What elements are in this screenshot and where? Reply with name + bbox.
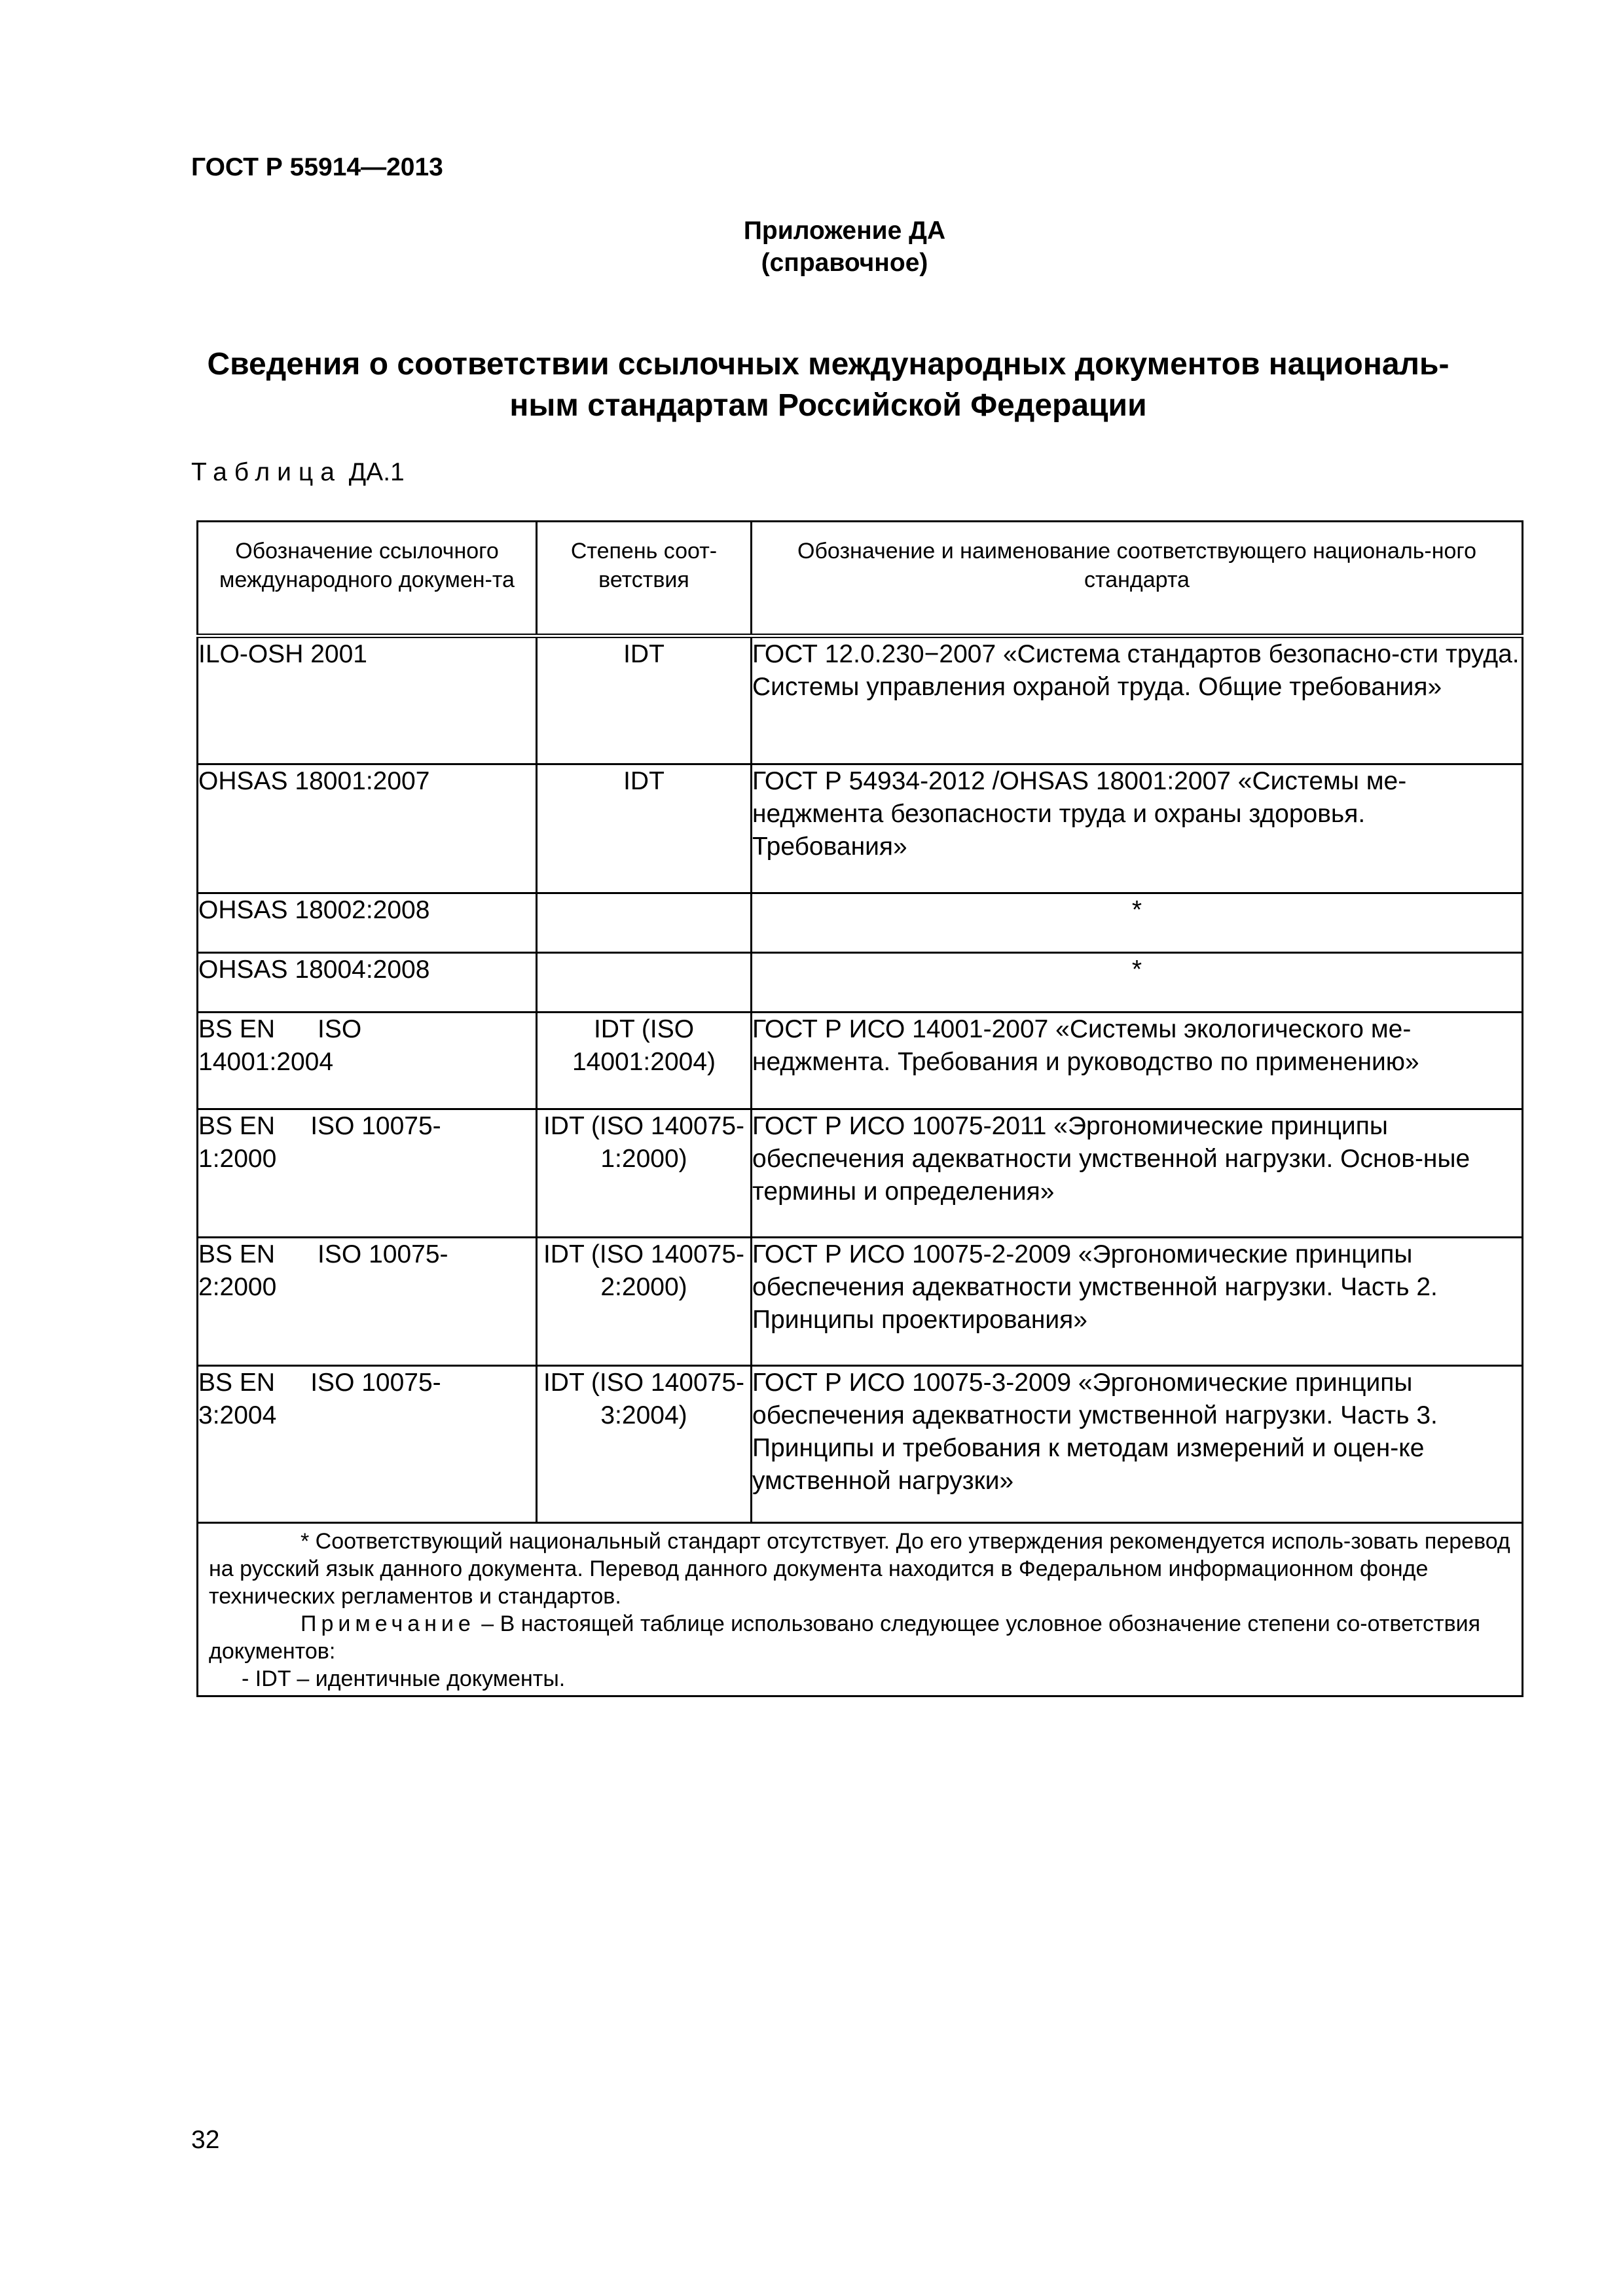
document-code: ГОСТ Р 55914—2013 [191, 153, 443, 181]
table-row [198, 1238, 1523, 1366]
national-cell: * [752, 953, 1523, 1013]
ref-line-2: 3:2004 [198, 1401, 277, 1429]
page-number: 32 [191, 2126, 220, 2154]
appendix-type: (справочное) [761, 249, 928, 277]
header-ref-document: Обозначение ссылочного международного докумен-та [198, 522, 537, 636]
table-row [198, 764, 1523, 893]
note-label: Примечание [301, 1611, 475, 1636]
title-line-1: Сведения о соответствии ссылочных международных документов националь- [207, 347, 1450, 382]
ref-cell: OHSAS 18004:2008 [198, 953, 537, 1013]
ref-line-2: 2:2000 [198, 1273, 277, 1301]
degree-cell [537, 953, 752, 1013]
ref-line-1: BS EN ISO 10075- [198, 1369, 441, 1397]
national-cell: * [752, 893, 1523, 953]
header-national-standard: Обозначение и наименование соответствующего националь-ного стандарта [752, 522, 1523, 636]
table-row [198, 636, 1523, 764]
degree-cell: IDT (ISO 140075-2:2000) [537, 1238, 752, 1366]
table-label-prefix: Таблица [191, 458, 342, 486]
ref-cell: OHSAS 18001:2007 [198, 764, 537, 893]
table-row [198, 1013, 1523, 1109]
table-row [198, 953, 1523, 1013]
degree-cell: IDT (ISO 14001:2004) [537, 1013, 752, 1109]
national-cell: ГОСТ Р ИСО 10075-3-2009 «Эргономические принципы обеспечения адекватности умственной нагрузки. Часть 3. Принципы и требования к методам измерений и оцен-ке умственной нагрузки» [752, 1366, 1523, 1523]
degree-cell: IDT [537, 636, 752, 764]
national-cell: ГОСТ Р ИСО 10075-2-2009 «Эргономические принципы обеспечения адекватности умственной нагрузки. Часть 2. Принципы проектирования» [752, 1238, 1523, 1366]
ref-cell [198, 1013, 537, 1109]
table-note-row [198, 1523, 1523, 1696]
appendix-title: Приложение ДА [743, 217, 946, 245]
appendix-heading [655, 215, 1034, 279]
table-label-number: ДА.1 [348, 458, 405, 486]
table-row [198, 893, 1523, 953]
national-cell: ГОСТ Р ИСО 10075-2011 «Эргономические принципы обеспечения адекватности умственной нагрузки. Основ-ные термины и определения» [752, 1109, 1523, 1238]
idt-definition: - IDT – идентичные документы. [242, 1666, 566, 1691]
degree-cell: IDT (ISO 140075-3:2004) [537, 1366, 752, 1523]
table-notes [198, 1523, 1523, 1696]
table-note [209, 1610, 1511, 1665]
ref-cell [198, 1238, 537, 1366]
header-degree: Степень соот-ветствия [537, 522, 752, 636]
note-text: – В настоящей таблице использовано следующее условное обозначение степени со-ответствия документов: [209, 1611, 1481, 1664]
degree-cell: IDT [537, 764, 752, 893]
correspondence-table [196, 520, 1523, 1697]
ref-line-2: 14001:2004 [198, 1048, 334, 1076]
star-footnote: * Соответствующий национальный стандарт отсутствует. До его утверждения рекомендуется исполь-зовать перевод на русский язык данного документа. Перевод данного документа находится в Федеральном информационном фонде технических регламентов и стандартов. [209, 1529, 1510, 1609]
ref-cell [198, 1109, 537, 1238]
ref-line-1: BS EN ISO 10075- [198, 1112, 441, 1140]
ref-cell [198, 1366, 537, 1523]
degree-cell [537, 893, 752, 953]
ref-line-2: 1:2000 [198, 1145, 277, 1173]
ref-line-1: BS EN ISO [198, 1015, 362, 1043]
table-label [191, 458, 405, 487]
table-header-row [198, 522, 1523, 636]
table-row [198, 1366, 1523, 1523]
national-cell: ГОСТ Р 54934-2012 /OHSAS 18001:2007 «Системы ме-неджмента безопасности труда и охраны здоровья. Требования» [752, 764, 1523, 893]
ref-cell: ILO-OSH 2001 [198, 636, 537, 764]
page-title [177, 344, 1480, 426]
table-row [198, 1109, 1523, 1238]
degree-cell: IDT (ISO 140075-1:2000) [537, 1109, 752, 1238]
ref-cell: OHSAS 18002:2008 [198, 893, 537, 953]
title-line-2: ным стандартам Российской Федерации [509, 388, 1147, 423]
national-cell: ГОСТ Р ИСО 14001-2007 «Системы экологического ме-неджмента. Требования и руководство по применению» [752, 1013, 1523, 1109]
national-cell: ГОСТ 12.0.230−2007 «Система стандартов безопасно-сти труда. Системы управления охраной труда. Общие требования» [752, 636, 1523, 764]
ref-line-1: BS EN ISO 10075- [198, 1240, 448, 1268]
